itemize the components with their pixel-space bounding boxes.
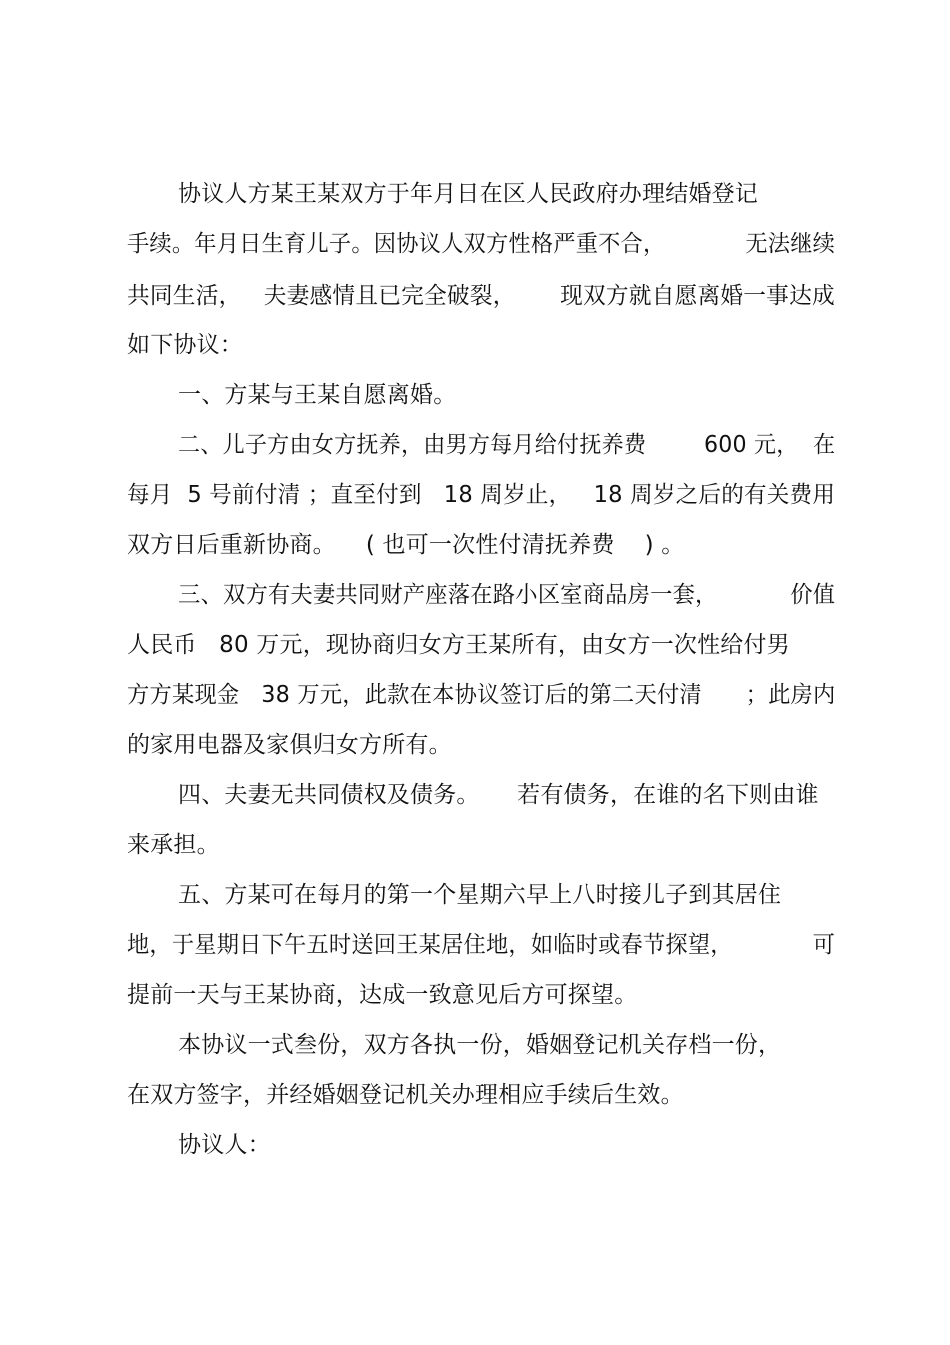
text-line: 每月 5 号前付清 ；直至付到 18 周岁止， 18 周岁之后的有关费用 <box>127 482 836 508</box>
text-line: 共同生活， 夫妻感情且已完全破裂， 现双方就自愿离婚一事达成 <box>127 283 835 309</box>
text-line: 人民币 80 万元，现协商归女方王某所有，由女方一次性给付男 <box>127 632 790 658</box>
text-line: 在双方签字，并经婚姻登记机关办理相应手续后生效。 <box>127 1082 684 1108</box>
text-line: 本协议一式叁份，双方各执一份，婚姻登记机关存档一份， <box>178 1032 782 1058</box>
text-line: 的家用电器及家俱归女方所有。 <box>127 732 452 758</box>
text-line: 地，于星期日下午五时送回王某居住地，如临时或春节探望， 可 <box>127 932 836 958</box>
text-line: 协议人方某王某双方于年月日在区人民政府办理结婚登记 <box>178 181 758 207</box>
text-line: 方方某现金 38 万元，此款在本协议签订后的第二天付清 ；此房内 <box>127 682 836 708</box>
text-line: 三、双方有夫妻共同财产座落在路小区室商品房一套， 价值 <box>178 582 836 608</box>
text-line: 五、方某可在每月的第一个星期六早上八时接儿子到其居住 <box>178 882 782 908</box>
text-line: 来承担。 <box>127 832 220 858</box>
text-line: 协议人： <box>178 1132 271 1158</box>
text-line: 四、夫妻无共同债权及债务。 若有债务，在谁的名下则由谁 <box>178 782 819 808</box>
text-line: 双方日后重新协商。 ( 也可一次性付清抚养费 ) 。 <box>127 532 685 558</box>
text-line: 提前一天与王某协商，达成一致意见后方可探望。 <box>127 982 638 1008</box>
text-line: 一、方某与王某自愿离婚。 <box>178 382 457 408</box>
text-line: 二、儿子方由女方抚养，由男方每月给付抚养费 600 元， 在 <box>178 432 836 458</box>
text-line: 如下协议： <box>127 332 243 358</box>
text-line: 手续。年月日生育儿子。因协议人双方性格严重不合， 无法继续 <box>127 231 836 257</box>
